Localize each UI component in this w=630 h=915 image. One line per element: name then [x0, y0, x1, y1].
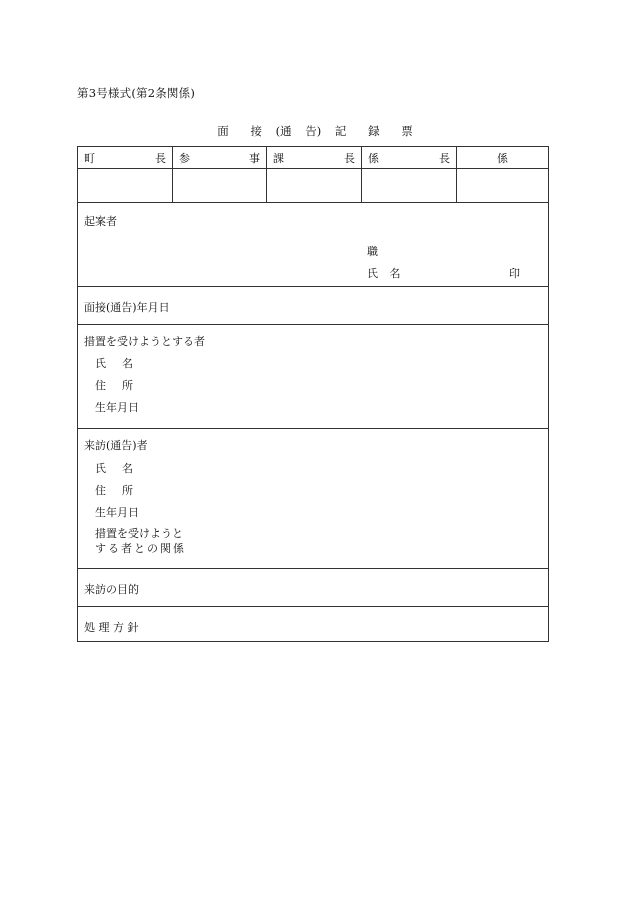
approval-cell-subsection-chief	[362, 147, 457, 203]
approval-row	[78, 147, 548, 203]
title-char: 告)	[305, 124, 322, 138]
visitor-relation-label: する者との関係	[95, 542, 186, 555]
approval-cell-section-chief	[267, 147, 362, 203]
title-char: 票	[401, 124, 413, 138]
approval-title-left: 参	[179, 151, 190, 165]
approval-header	[267, 147, 361, 169]
drafter-row[interactable]	[78, 203, 548, 287]
approval-header	[457, 147, 548, 169]
title-char: (通	[275, 124, 292, 138]
approval-cell-counselor	[173, 147, 267, 203]
visitor-dob-label: 生年月日	[95, 506, 139, 519]
visitor-name-label: 氏名	[95, 462, 149, 475]
approval-seal-box[interactable]	[362, 169, 456, 202]
subject-row[interactable]	[78, 325, 548, 429]
subject-dob-label: 生年月日	[95, 401, 139, 414]
document-title	[0, 123, 630, 139]
approval-title-right: 長	[155, 151, 166, 165]
approval-title-left: 町	[84, 151, 95, 165]
record-form-table	[77, 146, 549, 642]
purpose-row[interactable]	[78, 569, 548, 607]
approval-seal-box[interactable]	[457, 169, 548, 202]
subject-address-label: 住所	[95, 379, 149, 392]
drafter-name-label: 氏 名	[367, 267, 405, 280]
visitor-address-label: 住所	[95, 484, 149, 497]
approval-title-right: 長	[344, 151, 355, 165]
approval-cell-mayor	[78, 147, 173, 203]
title-char: 接	[250, 124, 262, 138]
title-char: 記	[334, 124, 347, 138]
subject-name-label: 氏名	[95, 357, 149, 370]
approval-title-right: 長	[439, 151, 450, 165]
interview-date-label: 面接(通告)年月日	[84, 301, 170, 314]
approval-seal-box[interactable]	[267, 169, 361, 202]
approval-title-right: 事	[249, 151, 260, 165]
approval-seal-box[interactable]	[173, 169, 266, 202]
approval-title: 係	[497, 151, 508, 165]
title-char: 面	[217, 124, 229, 138]
form-code: 第3号様式(第2条関係)	[77, 86, 196, 100]
policy-row[interactable]	[78, 607, 548, 641]
drafter-label: 起案者	[84, 215, 117, 228]
title-char: 録	[368, 124, 380, 138]
purpose-label: 来訪の目的	[84, 583, 139, 596]
drafter-position-label: 職	[367, 245, 378, 258]
approval-header	[78, 147, 172, 169]
approval-title-left: 課	[273, 151, 284, 165]
seal-label: 印	[509, 267, 520, 280]
interview-date-row[interactable]	[78, 287, 548, 325]
approval-header	[362, 147, 456, 169]
policy-label: 処 理 方 針	[84, 621, 139, 634]
approval-header	[173, 147, 266, 169]
approval-cell-staff	[457, 147, 548, 203]
subject-label: 措置を受けようとする者	[84, 335, 205, 348]
visitor-row[interactable]	[78, 429, 548, 569]
visitor-label: 来訪(通告)者	[84, 439, 148, 452]
approval-title-left: 係	[368, 151, 379, 165]
approval-seal-box[interactable]	[78, 169, 172, 202]
visitor-relation-label: 措置を受けようと	[95, 527, 183, 540]
